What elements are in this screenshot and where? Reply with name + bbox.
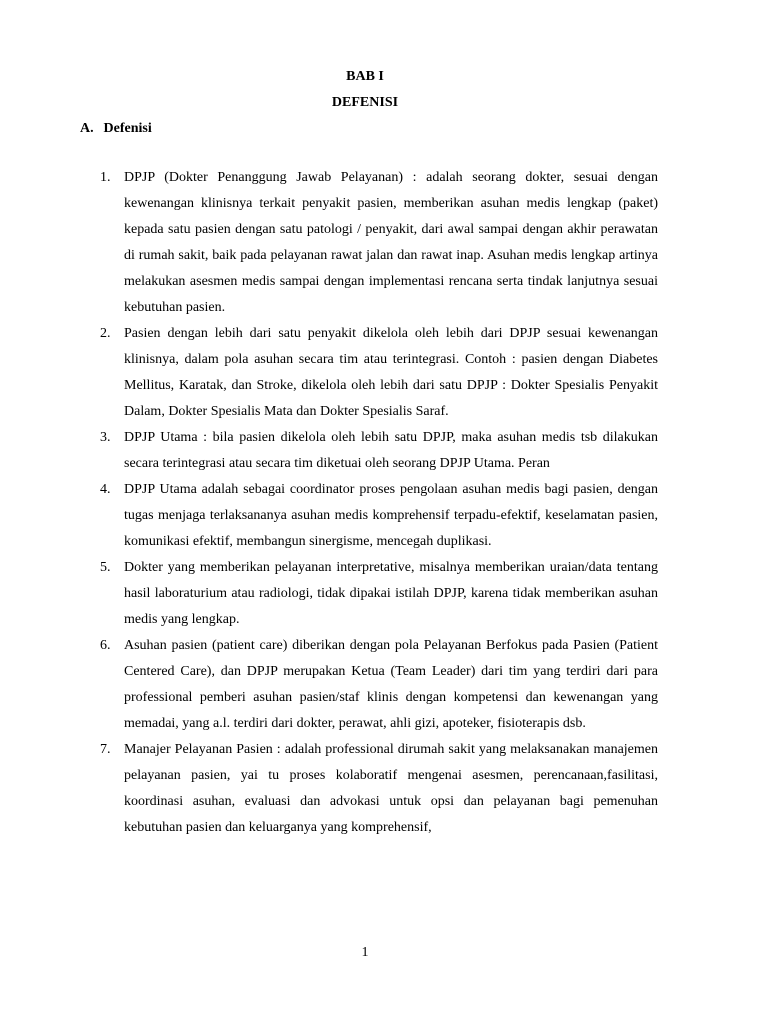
item-text: Asuhan pasien (patient care) diberikan dengan pola Pelayanan Berfokus pada Pasien (Patient Centered Care), dan DPJP merupakan Ketua (Team Leader) dari tim yang terdiri dari para professional pemberi asuhan pasien/staf klinis dengan kompetensi dan kewenangan yang memadai, yang a.l. terdiri dari dokter, perawat, ahli gizi, apoteker, fisioterapis dsb. [124, 638, 658, 731]
item-number: 7. [100, 742, 111, 757]
chapter-title: DEFENISI [331, 95, 399, 110]
definition-list [0, 165, 768, 841]
item-text: DPJP Utama : bila pasien dikelola oleh lebih satu DPJP, maka asuhan medis tsb dilakukan secara terintegrasi atau secara tim diketuai oleh seorang DPJP Utama. Peran [124, 430, 658, 471]
section-letter: A. [80, 121, 94, 136]
list-item [0, 425, 658, 477]
page-number: 1 [361, 945, 369, 960]
item-number: 5. [100, 560, 111, 575]
section-title: Defenisi [103, 121, 152, 136]
item-number: 2. [100, 326, 111, 341]
item-number: 1. [100, 170, 111, 185]
item-text: DPJP (Dokter Penanggung Jawab Pelayanan) : adalah seorang dokter, sesuai dengan kewenangan klinisnya terkait penyakit pasien, memberikan asuhan medis lengkap (paket) kepada satu pasien dengan satu patologi / penyakit, dari awal sampai dengan akhir perawatan di rumah sakit, baik pada pelayanan rawat jalan dan rawat inap. Asuhan medis lengkap artinya melakukan asesmen medis sampai dengan implementasi rencana serta tindak lanjutnya sesuai kebutuhan pasien. [124, 170, 658, 315]
item-text: Manajer Pelayanan Pasien : adalah professional dirumah sakit yang melaksanakan manajemen pelayanan pasien, yai tu proses kolaboratif mengenai asesmen, perencanaan,fasilitasi, koordinasi asuhan, evaluasi dan advokasi untuk opsi dan pelayanan bagi pemenuhan kebutuhan pasien dan keluarganya yang komprehensif, [124, 742, 658, 835]
list-item [0, 321, 658, 425]
chapter-label: BAB I [346, 69, 384, 84]
item-text: Dokter yang memberikan pelayanan interpretative, misalnya memberikan uraian/data tentang hasil laboraturium atau radiologi, tidak dipakai istilah DPJP, karena tidak memberikan asuhan medis yang lengkap. [124, 560, 658, 627]
list-item [0, 165, 658, 321]
list-item [0, 477, 658, 555]
item-number: 4. [100, 482, 111, 497]
item-number: 3. [100, 430, 111, 445]
list-item [0, 633, 658, 737]
list-item [0, 737, 658, 841]
item-number: 6. [100, 638, 111, 653]
item-text: Pasien dengan lebih dari satu penyakit dikelola oleh lebih dari DPJP sesuai kewenangan klinisnya, dalam pola asuhan secara tim atau terintegrasi. Contoh : pasien dengan Diabetes Mellitus, Karatak, dan Stroke, dikelola oleh lebih dari satu DPJP : Dokter Spesialis Penyakit Dalam, Dokter Spesialis Mata dan Dokter Spesialis Saraf. [124, 326, 658, 419]
item-text: DPJP Utama adalah sebagai coordinator proses pengolaan asuhan medis bagi pasien, dengan tugas menjaga terlaksananya asuhan medis komprehensif terpadu-efektif, keselamatan pasien, komunikasi efektif, membangun sinergisme, mencegah duplikasi. [124, 482, 658, 549]
section-heading [80, 121, 152, 137]
list-item [0, 555, 658, 633]
